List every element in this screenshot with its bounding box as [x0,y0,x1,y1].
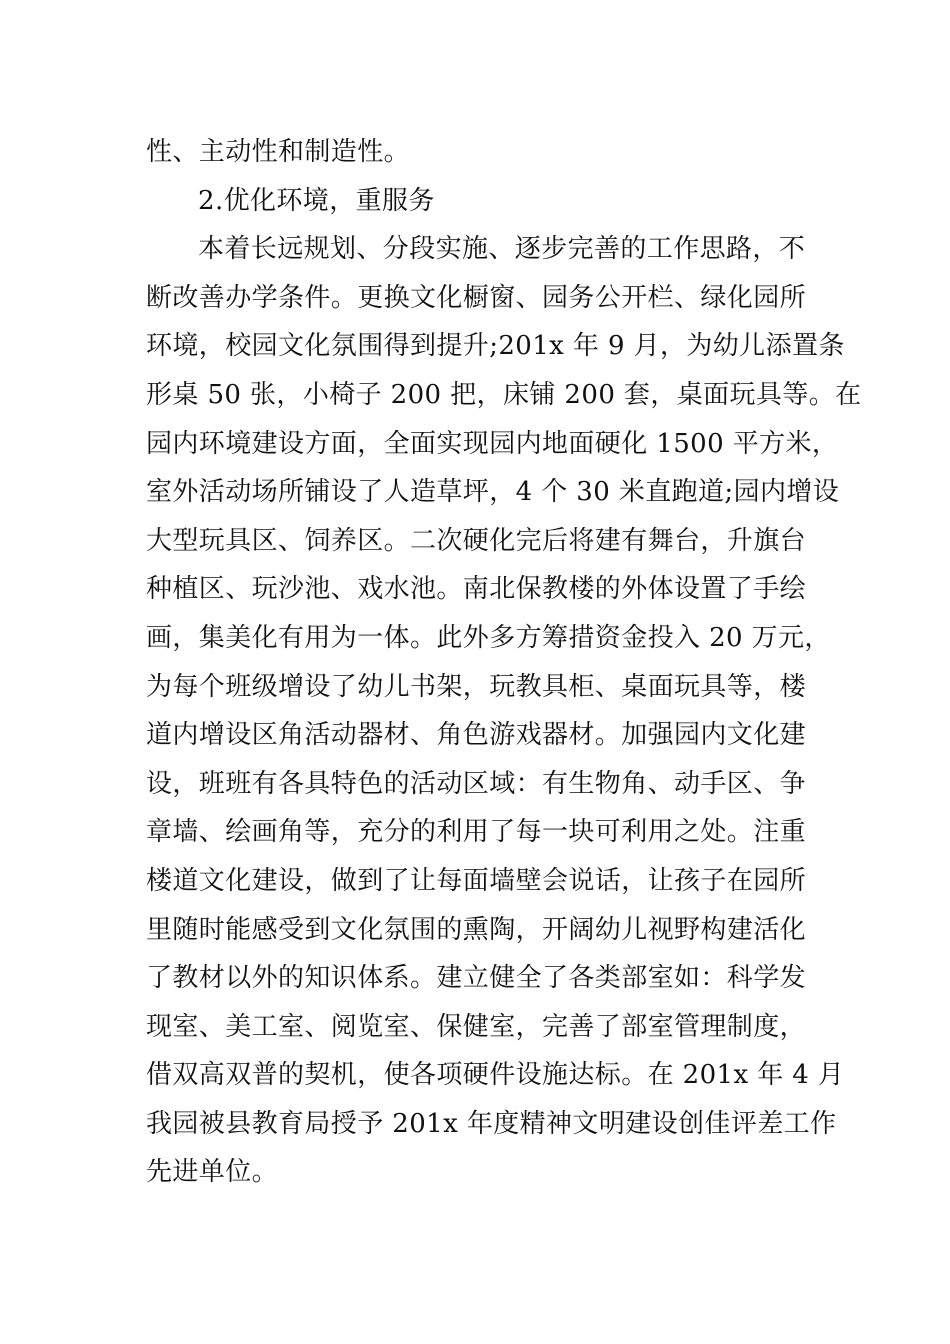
text-line: 设，班班有各具特色的活动区域：有生物角、动手区、争 [146,768,807,799]
body-text [146,128,862,1197]
text-line: 种植区、玩沙池、戏水池。南北保教楼的外体设置了手绘 [146,574,807,605]
text-line: 园内环境建设方面，全面实现园内地面硬化 1500 平方米， [146,428,839,459]
text-line: 环境，校园文化氛围得到提升;201x 年 9 月，为幼儿添置条 [146,331,845,362]
text-line: 先进单位。 [146,1157,279,1188]
text-line: 形桌 50 张，小椅子 200 把，床铺 200 套，桌面玩具等。在 [146,379,862,410]
text-line: 断改善办学条件。更换文化橱窗、园务公开栏、绿化园所 [146,282,807,313]
text-line: 画，集美化有用为一体。此外多方筹措资金投入 20 万元， [146,622,831,653]
text-line: 了教材以外的知识体系。建立健全了各类部室如：科学发 [146,963,807,994]
text-line: 里随时能感受到文化氛围的熏陶，开阔幼儿视野构建活化 [146,914,807,945]
text-line: 章墙、绘画角等，充分的利用了每一块可利用之处。注重 [146,817,807,848]
text-line: 现室、美工室、阅览室、保健室，完善了部室管理制度， [146,1011,807,1042]
text-line: 楼道文化建设，做到了让每面墙壁会说话，让孩子在园所 [146,865,807,896]
text-line: 道内增设区角活动器材、角色游戏器材。加强园内文化建 [146,720,807,751]
text-line: 室外活动场所铺设了人造草坪，4 个 30 米直跑道;园内增设 [146,477,840,508]
text-line: 本着长远规划、分段实施、逐步完善的工作思路，不 [198,234,806,265]
section-heading: 2.优化环境，重服务 [198,185,435,216]
text-line: 借双高双普的契机，使各项硬件设施达标。在 201x 年 4 月 [146,1060,845,1091]
text-line: 我园被县教育局授予 201x 年度精神文明建设创佳评差工作 [146,1108,837,1139]
text-line: 为每个班级增设了幼儿书架，玩教具柜、桌面玩具等，楼 [146,671,807,702]
text-line: 性、主动性和制造性。 [146,137,411,167]
text-line: 大型玩具区、饲养区。二次硬化完后将建有舞台，升旗台 [146,525,807,556]
